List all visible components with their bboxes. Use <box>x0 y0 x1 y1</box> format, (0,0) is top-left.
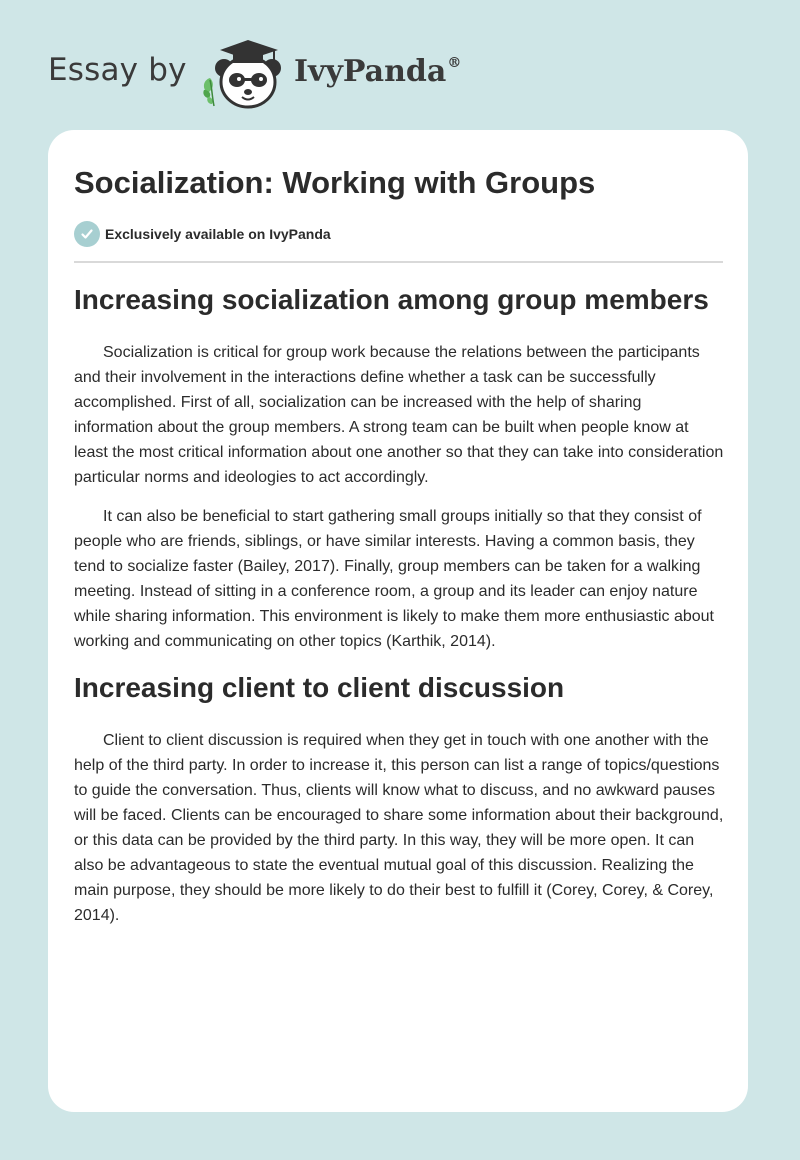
essay-by-label: Essay by <box>48 52 187 88</box>
site-header <box>48 30 508 110</box>
badge-label: Exclusively available on IvyPanda <box>105 226 331 242</box>
panda-logo-icon[interactable] <box>200 34 290 110</box>
brand-name[interactable] <box>294 54 461 89</box>
paragraph: Client to client discussion is required when they get in touch with one another with the help of the third party. In order to increase it, this person can list a range of topics/questions to guide the conversation. Thus, clients will know what to discuss, and no awkward pauses will be faced. Clients can be encouraged to share some information about their background, or this data can be provided by the third party. In this way, they will be more open. It can also be advantageous to state the eventual mutual goal of this discussion. Realizing the main purpose, they should be more likely to do their best to fulfill it (Corey, Corey, & Corey, 2014). <box>74 732 724 924</box>
essay-card <box>48 130 748 1112</box>
check-icon <box>74 221 100 247</box>
registered-mark: ® <box>447 55 462 71</box>
leaf-icon <box>203 78 214 106</box>
exclusive-badge <box>74 221 331 247</box>
article-body <box>74 280 724 942</box>
section-heading: Increasing client to client discussion <box>74 672 565 703</box>
brand-name-text: IvyPanda <box>294 54 447 89</box>
page-title: Socialization: Working with Groups <box>74 165 596 200</box>
section-heading: Increasing socialization among group members <box>74 284 709 315</box>
paragraph: It can also be beneficial to start gathering small groups initially so that they consist of people who are friends, siblings, or have similar interests. Having a common basis, they tend to socialize faster (Bailey, 2017). Finally, group members can be taken for a walking meeting. Instead of sitting in a conference room, a group and its leader can enjoy nature while sharing information. This environment is likely to make them more enthusiastic about working and communicating on other topics (Karthik, 2014). <box>74 508 714 650</box>
divider <box>74 261 723 263</box>
paragraph: Socialization is critical for group work because the relations between the participants and their involvement in the interactions define whether a task can be successfully accomplished. First of all, socialization can be increased with the help of sharing information about the group members. A strong team can be built when people know at least the most critical information about one another so that they can take into consideration particular norms and ideologies to act accordingly. <box>74 344 724 486</box>
